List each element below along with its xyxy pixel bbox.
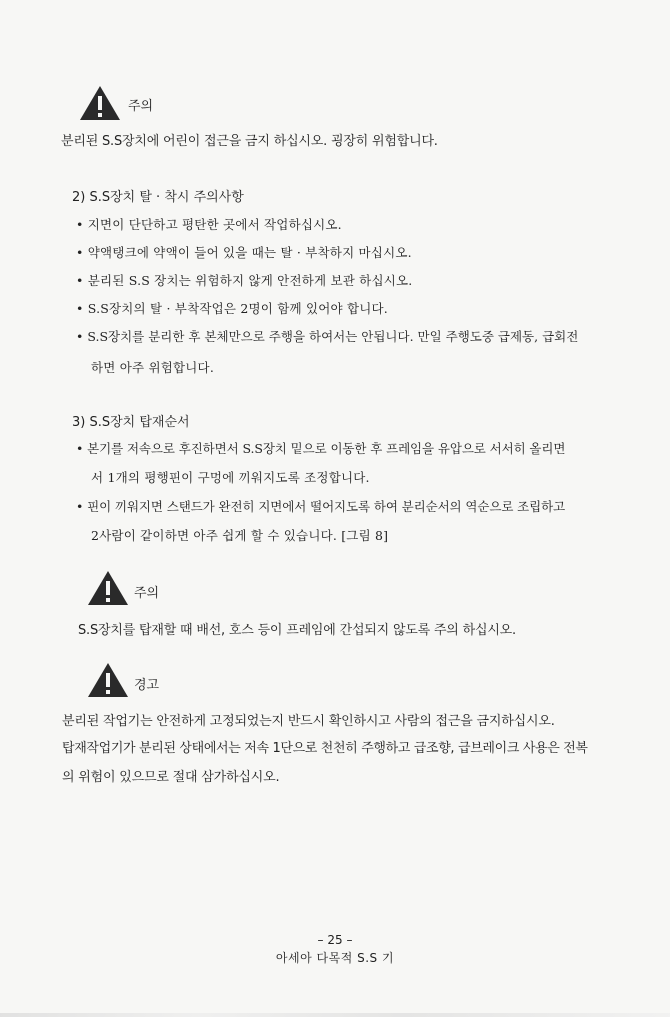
list-item: • 지면이 단단하고 평탄한 곳에서 작업하십시오. (76, 217, 342, 232)
section-heading: 3) S.S장치 탑재순서 (72, 415, 190, 430)
list-item-continuation: 하면 아주 위험합니다. (91, 360, 214, 375)
page-number: – 25 – (317, 933, 353, 947)
list-item: • S.S장치의 탈 · 부착작업은 2명이 함께 있어야 합니다. (76, 301, 388, 316)
scan-edge (0, 1013, 670, 1017)
list-item: • S.S장치를 분리한 후 본체만으로 주행을 하여서는 안됩니다. 만일 주행도중 급제동, 급회전 (76, 329, 579, 344)
notice-text: 분리된 S.S장치에 어린이 접근을 금지 하십시오. 굉장히 위험합니다. (61, 134, 438, 149)
warning-triangle-icon (86, 661, 130, 699)
notice-label: 주의 (134, 586, 160, 601)
section-heading: 2) S.S장치 탈 · 착시 주의사항 (72, 190, 244, 205)
notice-label: 주의 (128, 99, 154, 114)
list-item-continuation: 2사람이 같이하면 아주 쉽게 할 수 있습니다. [그림 8] (91, 528, 389, 543)
warning-text: 의 위험이 있으므로 절대 삼가하십시오. (62, 770, 280, 785)
notice-text: S.S장치를 탑재할 때 배선, 호스 등이 프레임에 간섭되지 않도록 주의 하십시오. (78, 623, 516, 638)
list-item: • 분리된 S.S 장치는 위험하지 않게 안전하게 보관 하십시오. (76, 273, 413, 288)
list-item: • 약액탱크에 약액이 들어 있을 때는 탈 · 부착하지 마십시오. (76, 245, 412, 260)
list-item-continuation: 서 1개의 평행핀이 구멍에 끼워지도록 조정합니다. (91, 470, 370, 485)
warning-text: 분리된 작업기는 안전하게 고정되었는지 반드시 확인하시고 사람의 접근을 금지하십시오. (62, 714, 555, 729)
warning-triangle-icon (86, 569, 130, 607)
list-item: • 핀이 끼워지면 스탠드가 완전히 지면에서 떨어지도록 하여 분리순서의 역순으로 조립하고 (76, 499, 566, 514)
warning-triangle-icon (78, 84, 122, 122)
product-name: 아세아 다목적 S.S 기 (275, 951, 395, 965)
warning-text: 탑재작업기가 분리된 상태에서는 저속 1단으로 천천히 주행하고 급조향, 급브레이크 사용은 전복 (62, 741, 588, 756)
list-item: • 본기를 저속으로 후진하면서 S.S장치 밑으로 이동한 후 프레임을 유압으로 서서히 올리면 (76, 441, 566, 456)
warning-label: 경고 (134, 678, 160, 693)
